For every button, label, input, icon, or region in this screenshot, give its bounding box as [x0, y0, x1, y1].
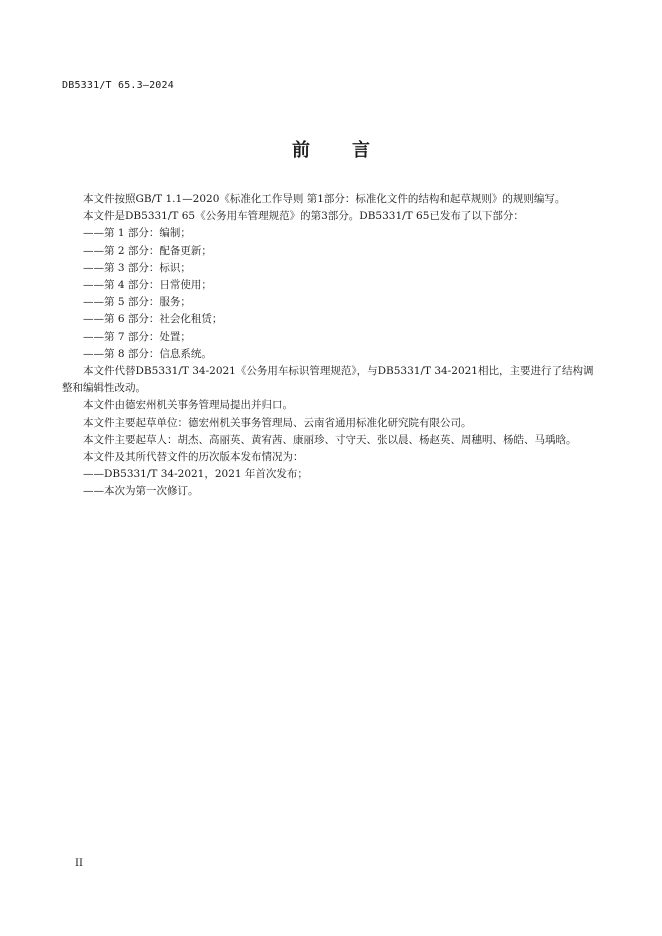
document-number: DB5331/T 65.3—2024: [62, 80, 174, 91]
paragraph-proposer: 本文件由德宏州机关事务管理局提出并归口。: [83, 399, 293, 412]
page-number: II: [75, 858, 83, 869]
history-list-item: ——本次为第一次修订。: [83, 485, 199, 498]
paragraph-history-intro: 本文件及其所代替文件的历次版本发布情况为：: [83, 451, 304, 464]
history-list-item: ——DB5331/T 34-2021，2021 年首次发布；: [83, 468, 308, 481]
paragraph-drafters: 本文件主要起草人：胡杰、高丽英、黄宥茜、康丽珍、寸守天、张以晨、杨赵英、周穗明、杨皓、马瑀晗。: [83, 433, 577, 446]
part-list-item: ——第 8 部分：信息系统。: [83, 347, 212, 360]
part-list-item: ——第 5 部分：服务；: [83, 296, 191, 309]
part-list-item: ——第 7 部分：处置；: [83, 330, 191, 343]
part-list-item: ——第 1 部分：编制；: [83, 227, 191, 240]
page-title: 前言: [292, 140, 412, 161]
paragraph-drafting-units: 本文件主要起草单位：德宏州机关事务管理局、云南省通用标准化研究院有限公司。: [83, 416, 472, 429]
paragraph-drafting-rules: 本文件按照GB/T 1.1—2020《标准化工作导则 第1部分：标准化文件的结构和起草规则》的规则编写。: [83, 193, 566, 205]
foreword-body: [62, 191, 602, 501]
part-list-item: ——第 2 部分：配备更新；: [83, 244, 212, 257]
part-list-item: ——第 4 部分：日常使用；: [83, 279, 212, 292]
part-list-item: ——第 3 部分：标识；: [83, 261, 191, 274]
part-list-item: ——第 6 部分：社会化租赁；: [83, 313, 223, 326]
paragraph-replacement: 本文件代替DB5331/T 34-2021《公务用车标识管理规范》，与DB5331/T 34-2021相比，主要进行了结构调整和编辑性改动。: [62, 365, 594, 395]
paragraph-series-intro: 本文件是DB5331/T 65《公务用车管理规范》的第3部分。DB5331/T 65已发布了以下部分：: [83, 210, 524, 223]
